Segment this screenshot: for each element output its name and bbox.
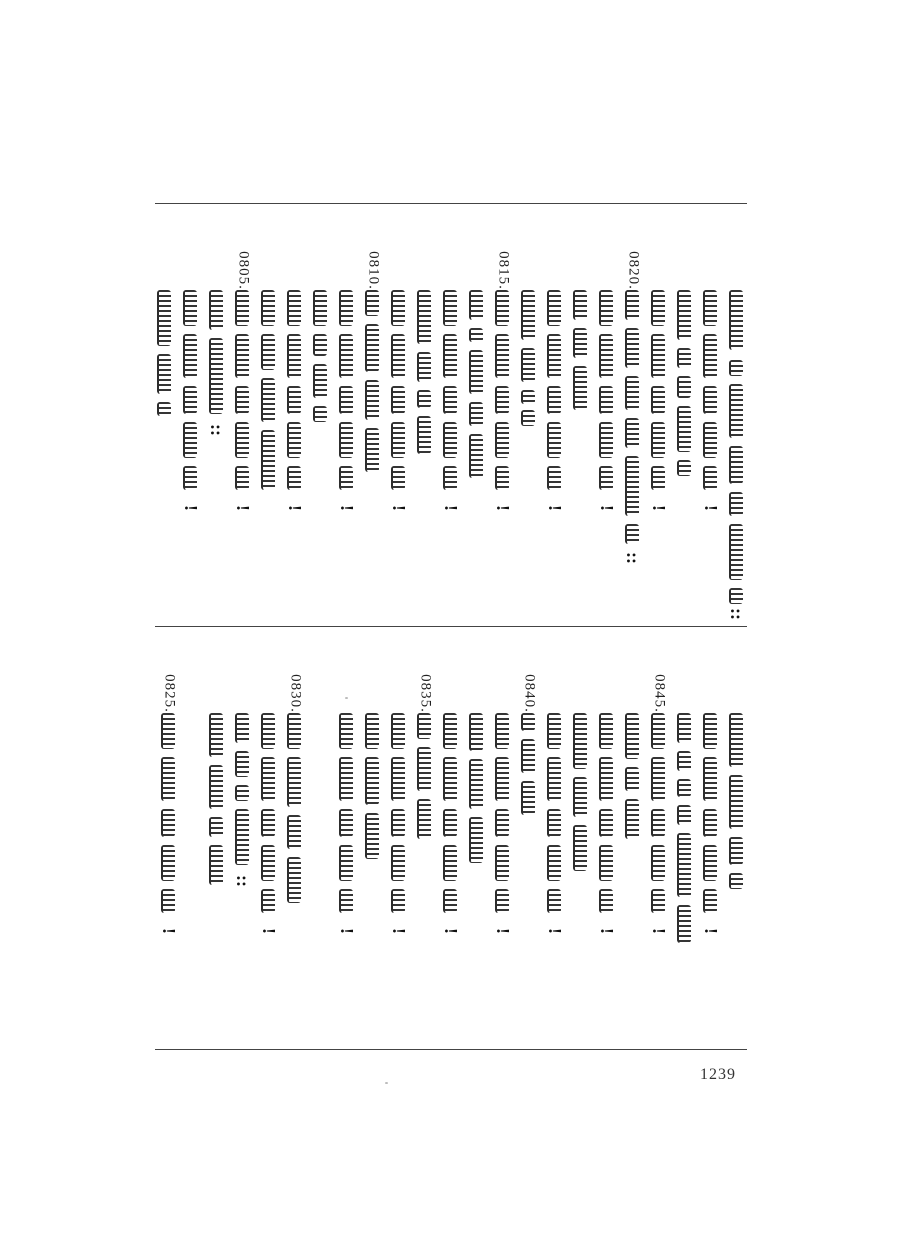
page-number: 1239 (700, 1066, 736, 1083)
script-word (391, 334, 405, 378)
text-column (725, 713, 749, 1043)
script-word (495, 809, 509, 837)
double-punctuation: :: (233, 875, 253, 887)
script-word (261, 757, 275, 801)
script-word (547, 386, 561, 414)
script-word (495, 713, 509, 749)
script-word (339, 290, 353, 326)
script-word (313, 406, 327, 422)
script-word (235, 751, 249, 777)
script-word (287, 334, 301, 378)
script-word (287, 713, 301, 749)
script-word (495, 290, 509, 326)
script-word (443, 290, 457, 326)
script-word (469, 328, 483, 342)
script-word (599, 845, 613, 881)
text-column (569, 713, 593, 1043)
refrain-column (543, 713, 567, 1043)
line-number: 0840. (521, 674, 538, 713)
text-column (465, 713, 489, 1043)
refrain-column (543, 290, 567, 620)
script-word (209, 338, 223, 414)
script-word (573, 825, 587, 871)
script-word (599, 713, 613, 749)
text-column (725, 290, 749, 620)
refrain-column (179, 290, 203, 620)
script-word (261, 290, 275, 326)
script-word (339, 334, 353, 378)
script-word (651, 386, 665, 414)
script-word (469, 713, 483, 751)
script-word (161, 713, 175, 749)
script-word (495, 422, 509, 458)
script-word (729, 492, 743, 516)
script-word (521, 410, 535, 426)
line-number: 0805. (235, 251, 252, 290)
script-word (703, 845, 717, 881)
exclamation-mark: ! (649, 928, 669, 934)
script-word (547, 845, 561, 881)
script-word (677, 376, 691, 398)
script-word (365, 757, 379, 805)
script-word (599, 386, 613, 414)
script-word (729, 384, 743, 438)
script-word (703, 334, 717, 378)
script-word (365, 380, 379, 420)
script-word (339, 386, 353, 414)
exclamation-mark: ! (441, 505, 461, 511)
script-word (339, 889, 353, 913)
script-word (547, 809, 561, 837)
refrain-column (699, 290, 723, 620)
script-word (391, 809, 405, 837)
script-word (261, 845, 275, 881)
script-word (365, 324, 379, 372)
exclamation-mark: ! (493, 505, 513, 511)
script-word (183, 422, 197, 458)
exclamation-mark: ! (233, 505, 253, 511)
script-word (651, 290, 665, 326)
script-word (365, 713, 379, 749)
script-word (573, 777, 587, 817)
text-column (517, 290, 541, 620)
script-word (547, 466, 561, 490)
double-punctuation: :: (623, 552, 643, 564)
line-number: 0835. (417, 674, 434, 713)
script-word (651, 889, 665, 913)
script-word (573, 328, 587, 358)
script-word (443, 809, 457, 837)
refrain-column (387, 290, 411, 620)
exclamation-mark: ! (389, 505, 409, 511)
script-word (677, 290, 691, 340)
double-punctuation: :: (207, 424, 227, 436)
exclamation-mark: ! (701, 928, 721, 934)
script-word (365, 428, 379, 472)
script-word (313, 364, 327, 398)
script-word (651, 713, 665, 749)
script-word (391, 757, 405, 801)
text-column (283, 713, 307, 1043)
refrain-column (231, 290, 255, 620)
exclamation-mark: ! (701, 505, 721, 511)
script-word (547, 757, 561, 801)
script-word (599, 290, 613, 326)
script-word (443, 889, 457, 913)
script-word (417, 799, 431, 839)
script-word (391, 290, 405, 326)
script-word (235, 334, 249, 378)
script-word (599, 466, 613, 490)
script-word (677, 905, 691, 943)
text-column (673, 290, 697, 620)
script-word (339, 713, 353, 749)
script-word (495, 757, 509, 801)
script-word (209, 845, 223, 885)
text-column (153, 290, 177, 620)
exclamation-mark: ! (597, 505, 617, 511)
script-word (157, 402, 171, 416)
script-word (417, 290, 431, 344)
refrain-column (283, 290, 307, 620)
script-word (391, 386, 405, 414)
script-word (729, 775, 743, 829)
script-word (729, 524, 743, 580)
text-column (673, 713, 697, 1043)
script-word (651, 422, 665, 458)
refrain-column (699, 713, 723, 1043)
bottom-text-panel (155, 627, 747, 1049)
refrain-column (387, 713, 411, 1043)
script-word (235, 785, 249, 801)
script-word (209, 817, 223, 837)
exclamation-mark: ! (441, 928, 461, 934)
script-word (521, 781, 535, 815)
script-word (625, 456, 639, 516)
script-word (651, 334, 665, 378)
script-word (495, 889, 509, 913)
script-word (729, 446, 743, 484)
exclamation-mark: ! (493, 928, 513, 934)
exclamation-mark: ! (545, 505, 565, 511)
script-word (547, 334, 561, 378)
script-word (339, 757, 353, 801)
exclamation-mark: ! (337, 928, 357, 934)
text-column (205, 713, 229, 1043)
script-word (729, 837, 743, 865)
script-word (573, 290, 587, 320)
script-word (651, 466, 665, 490)
script-word (469, 434, 483, 478)
script-word (495, 466, 509, 490)
script-word (729, 290, 743, 350)
refrain-column (439, 713, 463, 1043)
script-word (157, 290, 171, 346)
bottom-rule (155, 1049, 747, 1050)
script-word (339, 466, 353, 490)
script-word (521, 348, 535, 382)
exclamation-mark: ! (545, 928, 565, 934)
script-word (261, 334, 275, 370)
script-word (443, 713, 457, 749)
script-word (235, 422, 249, 458)
text-column (413, 290, 437, 620)
script-word (703, 809, 717, 837)
exclamation-mark: ! (181, 505, 201, 511)
script-word (703, 889, 717, 913)
script-word (677, 779, 691, 797)
script-word (235, 466, 249, 490)
script-word (161, 845, 175, 881)
script-word (547, 290, 561, 326)
script-word (287, 422, 301, 458)
script-word (703, 290, 717, 326)
script-word (391, 845, 405, 881)
refrain-column (595, 290, 619, 620)
script-word (235, 386, 249, 414)
script-word (677, 406, 691, 452)
script-word (183, 386, 197, 414)
text-column (205, 290, 229, 620)
text-column (621, 713, 645, 1043)
scan-speck (385, 1082, 388, 1084)
script-word (417, 713, 431, 739)
script-word (599, 757, 613, 801)
script-word (677, 805, 691, 825)
refrain-column (157, 713, 181, 1043)
script-word (599, 889, 613, 913)
script-word (235, 809, 249, 865)
text-column (361, 290, 385, 620)
script-word (209, 290, 223, 330)
line-number: 0830. (287, 674, 304, 713)
script-word (287, 857, 301, 903)
script-word (161, 757, 175, 801)
text-column (309, 290, 333, 620)
script-word (157, 354, 171, 394)
script-word (287, 815, 301, 849)
script-word (417, 390, 431, 408)
script-word (161, 809, 175, 837)
text-column (517, 713, 541, 1043)
script-word (651, 757, 665, 801)
script-word (521, 739, 535, 773)
script-word (287, 290, 301, 326)
refrain-column (335, 290, 359, 620)
script-word (287, 757, 301, 807)
script-word (677, 713, 691, 743)
exclamation-mark: ! (389, 928, 409, 934)
script-word (547, 889, 561, 913)
script-word (443, 757, 457, 801)
script-word (261, 809, 275, 837)
line-number: 0820. (625, 251, 642, 290)
script-word (703, 757, 717, 801)
top-text-panel (155, 204, 747, 626)
script-word (313, 334, 327, 356)
script-word (625, 799, 639, 839)
line-number: 0845. (651, 674, 668, 713)
exclamation-mark: ! (597, 928, 617, 934)
text-column (257, 290, 281, 620)
text-column (361, 713, 385, 1043)
script-word (469, 290, 483, 320)
exclamation-mark: ! (159, 928, 179, 934)
refrain-column (335, 713, 359, 1043)
script-word (443, 386, 457, 414)
script-word (651, 845, 665, 881)
script-word (729, 360, 743, 376)
script-word (313, 290, 327, 326)
script-word (677, 348, 691, 368)
script-word (209, 765, 223, 809)
script-word (287, 466, 301, 490)
script-word (261, 889, 275, 913)
exclamation-mark: ! (649, 505, 669, 511)
double-punctuation: :: (727, 608, 747, 620)
script-word (521, 390, 535, 404)
script-word (599, 422, 613, 458)
script-word (495, 845, 509, 881)
script-word (703, 466, 717, 490)
refrain-column (491, 290, 515, 620)
script-word (365, 290, 379, 316)
script-word (417, 416, 431, 454)
exclamation-mark: ! (259, 928, 279, 934)
script-word (625, 524, 639, 544)
refrain-column (439, 290, 463, 620)
exclamation-mark: ! (285, 505, 305, 511)
script-word (391, 466, 405, 490)
script-word (599, 334, 613, 378)
text-column (621, 290, 645, 620)
script-word (443, 845, 457, 881)
refrain-column (647, 290, 671, 620)
script-word (625, 290, 639, 320)
script-word (417, 747, 431, 791)
script-word (573, 713, 587, 769)
script-word (261, 430, 275, 490)
script-word (235, 713, 249, 743)
text-column (413, 713, 437, 1043)
script-word (703, 422, 717, 458)
script-word (443, 466, 457, 490)
script-word (391, 422, 405, 458)
refrain-column (491, 713, 515, 1043)
script-word (547, 422, 561, 458)
exclamation-mark: ! (337, 505, 357, 511)
line-number: 0815. (495, 251, 512, 290)
script-word (161, 889, 175, 913)
text-column (231, 713, 255, 1043)
line-number: 0825. (161, 674, 178, 713)
script-word (625, 376, 639, 410)
script-word (469, 759, 483, 809)
script-word (495, 386, 509, 414)
script-word (703, 386, 717, 414)
script-word (677, 460, 691, 476)
script-word (417, 352, 431, 382)
script-word (365, 813, 379, 859)
script-word (729, 873, 743, 889)
script-word (339, 845, 353, 881)
script-word (469, 817, 483, 863)
script-word (391, 889, 405, 913)
script-word (677, 751, 691, 771)
refrain-column (257, 713, 281, 1043)
script-word (651, 809, 665, 837)
script-word (547, 713, 561, 749)
script-word (573, 366, 587, 410)
scan-speck (345, 697, 348, 699)
script-word (183, 290, 197, 326)
script-word (469, 350, 483, 394)
script-word (183, 466, 197, 490)
script-word (391, 713, 405, 749)
script-word (183, 334, 197, 378)
script-word (521, 290, 535, 340)
line-number: 0810. (365, 251, 382, 290)
script-word (469, 402, 483, 426)
script-word (521, 713, 535, 731)
script-word (677, 833, 691, 897)
script-word (443, 334, 457, 378)
script-word (443, 422, 457, 458)
script-word (599, 809, 613, 837)
script-word (495, 334, 509, 378)
script-word (339, 809, 353, 837)
text-column (465, 290, 489, 620)
script-word (625, 713, 639, 759)
refrain-column (647, 713, 671, 1043)
script-word (729, 713, 743, 767)
script-word (235, 290, 249, 326)
script-word (261, 713, 275, 749)
script-word (625, 767, 639, 791)
script-word (625, 418, 639, 448)
text-column (569, 290, 593, 620)
script-word (287, 386, 301, 414)
script-word (703, 713, 717, 749)
script-word (209, 713, 223, 757)
script-word (261, 378, 275, 422)
refrain-column (595, 713, 619, 1043)
script-word (625, 328, 639, 368)
script-word (339, 422, 353, 458)
